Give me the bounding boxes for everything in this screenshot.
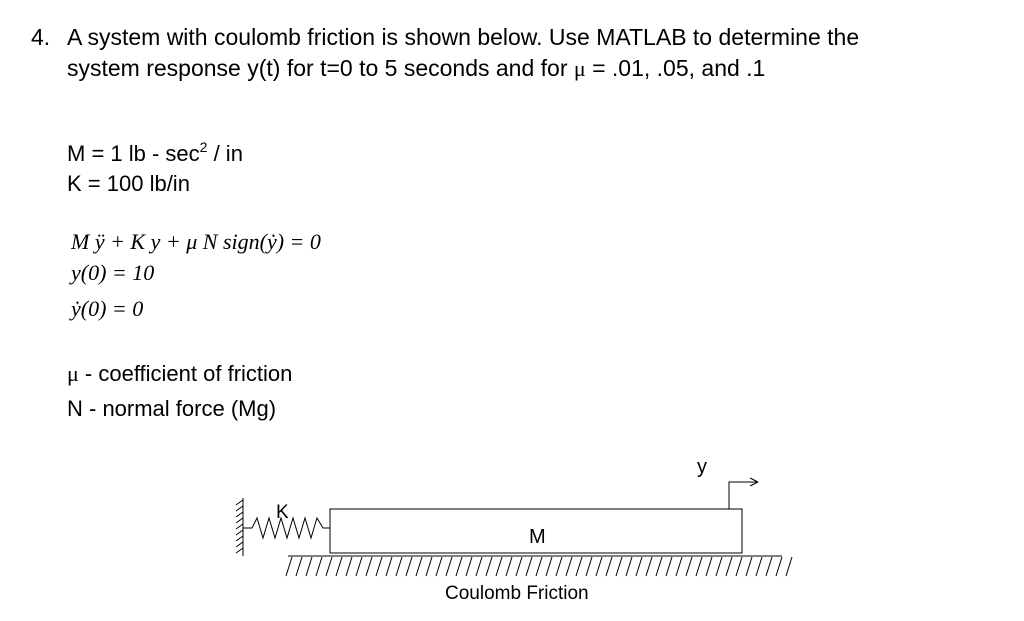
initial-position: y(0) = 10 xyxy=(71,260,155,285)
ground-hatch-line xyxy=(506,557,512,576)
ground-hatch-line xyxy=(616,557,622,576)
ground-hatch-line xyxy=(486,557,492,576)
problem-number: 4. xyxy=(31,24,51,50)
displacement-label: y xyxy=(697,456,707,478)
ground-hatch-line xyxy=(366,557,372,576)
ground-hatch-line xyxy=(676,557,682,576)
ground-hatch-line xyxy=(406,557,412,576)
mass-unit-exponent: 2 xyxy=(199,139,208,155)
ground-hatch-line xyxy=(536,557,542,576)
surface-label: Coulomb Friction xyxy=(445,583,589,604)
ground-hatch-line xyxy=(356,557,362,576)
ground-hatch-line xyxy=(466,557,472,576)
ground-hatch-line xyxy=(686,557,692,576)
ground-hatch-line xyxy=(326,557,332,576)
ground-hatch-line xyxy=(456,557,462,576)
ground-hatch-line xyxy=(476,557,482,576)
ground-hatch-line xyxy=(556,557,562,576)
ground-hatch-line xyxy=(656,557,662,576)
ground-hatch-line xyxy=(626,557,632,576)
problem-statement-line-1: A system with coulomb friction is shown below. Use MATLAB to determine the xyxy=(67,24,860,50)
ground-hatch-line xyxy=(516,557,522,576)
ground-hatch-line xyxy=(446,557,452,576)
ground-hatch-line xyxy=(396,557,402,576)
displacement-arrow xyxy=(729,478,758,509)
ground-hatch-line xyxy=(746,557,752,576)
mu-definition-symbol: μ xyxy=(67,361,79,386)
ground-hatch-line xyxy=(576,557,582,576)
ground-hatch-line xyxy=(306,557,312,576)
mass-parameter-text: M = 1 lb - sec xyxy=(67,141,200,166)
mass-unit-suffix: / in xyxy=(213,141,243,166)
ground-hatch-line xyxy=(346,557,352,576)
mu-values: = .01, .05, and .1 xyxy=(592,55,766,81)
ground-hatch-line xyxy=(706,557,712,576)
mu-symbol: μ xyxy=(573,56,586,81)
spring-label: K xyxy=(276,502,289,523)
ground-surface xyxy=(286,556,792,576)
ground-hatch-line xyxy=(386,557,392,576)
ground-hatch-line xyxy=(716,557,722,576)
ground-hatch-line xyxy=(766,557,772,576)
ground-hatch-line xyxy=(546,557,552,576)
mu-definition-text: - coefficient of friction xyxy=(78,361,293,386)
ground-hatch-line xyxy=(596,557,602,576)
ground-hatch-line xyxy=(636,557,642,576)
ground-hatch-line xyxy=(736,557,742,576)
problem-statement-text: system response y(t) for t=0 to 5 seconds and for xyxy=(67,55,568,81)
ground-hatch-line xyxy=(336,557,342,576)
normal-force-definition: N - normal force (Mg) xyxy=(67,396,277,421)
ground-hatch-line xyxy=(566,557,572,576)
ground-hatch-line xyxy=(526,557,532,576)
ground-hatch-line xyxy=(666,557,672,576)
mass-label: M xyxy=(529,526,546,548)
ground-hatch-line xyxy=(426,557,432,576)
ground-hatch-line xyxy=(606,557,612,576)
ground-hatch-line xyxy=(286,557,292,576)
ground-hatch-line xyxy=(496,557,502,576)
ground-hatch-line xyxy=(436,557,442,576)
wall xyxy=(236,498,243,556)
ground-hatch-line xyxy=(756,557,762,576)
ground-hatch-line xyxy=(376,557,382,576)
ground-hatch-line xyxy=(696,557,702,576)
ground-hatch-line xyxy=(786,557,792,576)
stiffness-parameter: K = 100 lb/in xyxy=(67,171,190,196)
ground-hatch-line xyxy=(416,557,422,576)
ground-hatch-line xyxy=(296,557,302,576)
ground-hatch-line xyxy=(586,557,592,576)
ground-hatch-line xyxy=(316,557,322,576)
ground-hatch-line xyxy=(646,557,652,576)
initial-velocity: ẏ(0) = 0 xyxy=(71,296,144,321)
ground-hatch-line xyxy=(726,557,732,576)
ground-hatch-line xyxy=(776,557,782,576)
equation-of-motion: M ÿ + K y + μ N sign(ẏ) = 0 xyxy=(71,229,321,254)
